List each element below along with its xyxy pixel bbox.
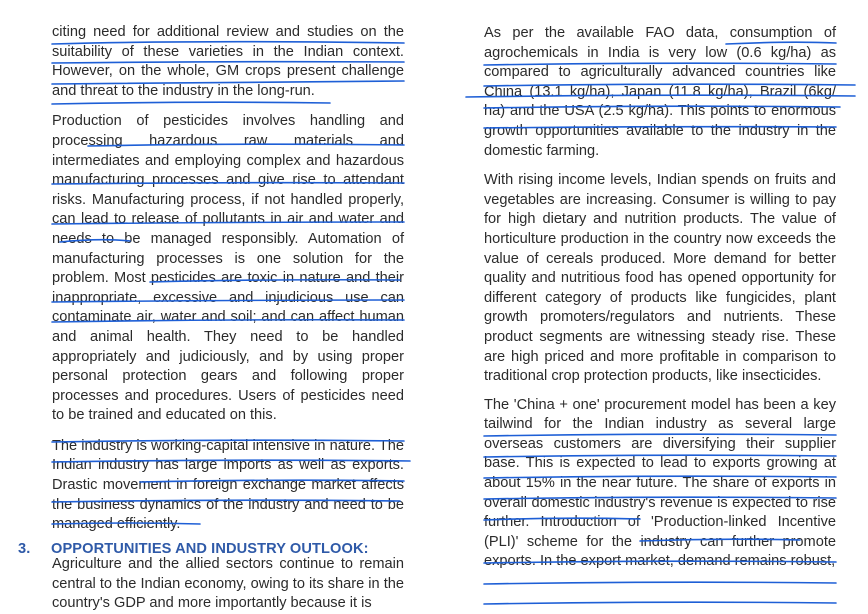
left-column-lower <box>52 545 404 614</box>
ink-underline <box>484 602 836 604</box>
left-paragraph-working-capital: The industry is working-capital intensive in nature. The Indian industry has large imports as well as exports. Drastic movement in foreign exchange market affects the business dynamics of the industry and need to be managed efficiently. <box>52 437 404 533</box>
right-paragraph-rising-income: With rising income levels, Indian spends on fruits and vegetables are increasing. Consumer is willing to pay for high dietary and nutrition products. The value of horticulture production in the country now exceeds the value of cereals produced. More demand for better quality and nutritious food has opened opportunity for different category of products like fungicides, plant growth promoters/regulators and nutrients. These product segments are witnessing steady rise. These are high priced and more profitable in comparison to traditional crop protection products, like insecticides. <box>484 172 836 385</box>
right-paragraph-china-plus-one: The 'China + one' procurement model has been a key tailwind for the Indian industry as several large overseas customers are diversifying their supplier base. This is expected to lead to exports growing at about 15% in the near future. The share of exports in overall domestic industry's revenue is expected to rise further. Introduction of 'Production-linked Incentive (PLI)' scheme for the industry can further promote exports. In the export market, demand remains robust, <box>484 396 836 570</box>
left-paragraph-gm-crops: citing need for additional review and studies on the suitability of these varieties in the Indian context. However, on the whole, GM crops present challenge and threat to the industry in the long-run. <box>52 24 404 99</box>
right-column <box>484 0 836 572</box>
left-paragraph-agriculture: Agriculture and the allied sectors continue to remain central to the Indian economy, owing to its share in the country's GDP and more importantly because it is <box>52 556 404 612</box>
ink-underline <box>484 582 836 584</box>
section-title: OPPORTUNITIES AND INDUSTRY OUTLOOK: <box>51 541 369 557</box>
right-paragraph-fao-data: As per the available FAO data, consumption of agrochemicals in India is very low (0.6 kg/ha) as compared to agriculturally advanced countries like China (13.1 kg/ha), Japan (11.8 kg/ha), Brazil (6kg/ ha) and the USA (2.5 kg/ha). This points to enormous growth opportunities available to the industry in the domestic farming. <box>484 25 836 159</box>
left-column <box>52 0 404 535</box>
section-number: 3. <box>18 541 31 557</box>
left-paragraph-pesticide-production: Production of pesticides involves handling and processing hazardous raw materials and intermediates and employing complex and hazardous manufacturing processes and give rise to attendant risks. Manufacturing process, if not handled properly, can lead to release of pollutants in air and water and needs to be managed responsibly. Automation of manufacturing processes is one solution for the problem. Most pesticides are toxic in nature and their inappropriate, excessive and injudicious use can contaminate air, water and soil; and can affect human and animal health. They need to be handled appropriately and judiciously, and by using proper personal protection gears and following proper processes and procedures. Users of pesticides need to be trained and educated on this. <box>52 113 404 424</box>
